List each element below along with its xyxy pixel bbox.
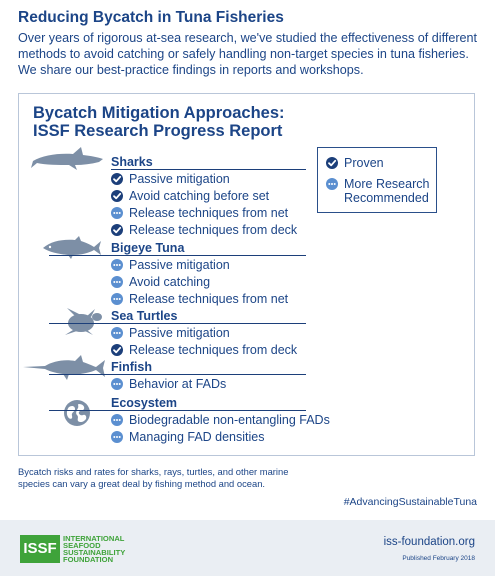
sea-turtle-icon [61,306,105,336]
logo-mark: ISSF [20,535,60,563]
ellipsis-circle-icon [326,178,338,190]
section-title-bigeye-tuna: Bigeye Tuna [111,241,185,255]
ellipsis-circle-icon [111,207,123,219]
check-circle-icon [111,190,123,202]
ellipsis-circle-icon [111,431,123,443]
ellipsis-circle-icon [111,293,123,305]
section-title-ecosystem: Ecosystem [111,396,178,410]
footer [0,520,495,576]
panel-title-line2: ISSF Research Progress Report [33,122,283,140]
ellipsis-circle-icon [111,259,123,271]
published-date: Published February 2018 [402,555,475,562]
section-divider [49,323,306,324]
panel-title [33,104,285,140]
section-title-sea-turtles: Sea Turtles [111,309,178,323]
section-title-sharks: Sharks [111,155,153,169]
legend: Proven More Research Recommended [317,147,437,213]
report-panel: Bycatch Mitigation Approaches: ISSF Research Progress Report Proven More Research Recommended Sharks Passive mitigation Avoid catching before set Release techniques from net Release techniques from deck Bigeye Tuna Passive mitigation Avoid catching Release techniques from net Sea Turtles Passive mitigation Release techniques from deck Finfish Behavior at FADs Ecosystem Biodegradable non-entangling FADs Managing FAD densities [18,93,475,456]
section-divider [111,169,306,170]
section-divider [49,255,306,256]
ellipsis-circle-icon [111,414,123,426]
shark-icon [31,146,105,174]
check-circle-icon [111,344,123,356]
ellipsis-circle-icon [111,327,123,339]
globe-icon [63,399,91,427]
footnote: Bycatch risks and rates for sharks, rays, turtles, and other marine species can vary a great deal by fishing method and ocean. [18,466,289,489]
panel-title-line1: Bycatch Mitigation Approaches: [33,104,285,122]
hashtag-link[interactable]: #AdvancingSustainableTuna [343,496,477,508]
section-title-finfish: Finfish [111,360,152,374]
ellipsis-circle-icon [111,276,123,288]
logo-wordmark: INTERNATIONAL SEAFOOD SUSTAINABILITY FOUNDATION [63,534,126,564]
check-circle-icon [111,173,123,185]
section-divider [49,374,306,375]
intro-text: Over years of rigorous at-sea research, we've studied the effectiveness of different methods to avoid catching or safely handling non-target species in tuna fisheries. We share our best-practice findings in reports and workshops. [18,31,478,77]
tuna-icon [41,236,103,260]
page-title: Reducing Bycatch in Tuna Fisheries [18,9,284,26]
check-circle-icon [111,224,123,236]
ellipsis-circle-icon [111,378,123,390]
issf-logo[interactable] [20,535,150,565]
website-link[interactable]: iss-foundation.org [383,536,475,548]
section-divider [49,410,306,411]
header [18,8,483,78]
check-circle-icon [326,157,338,169]
marlin-icon [23,355,107,381]
